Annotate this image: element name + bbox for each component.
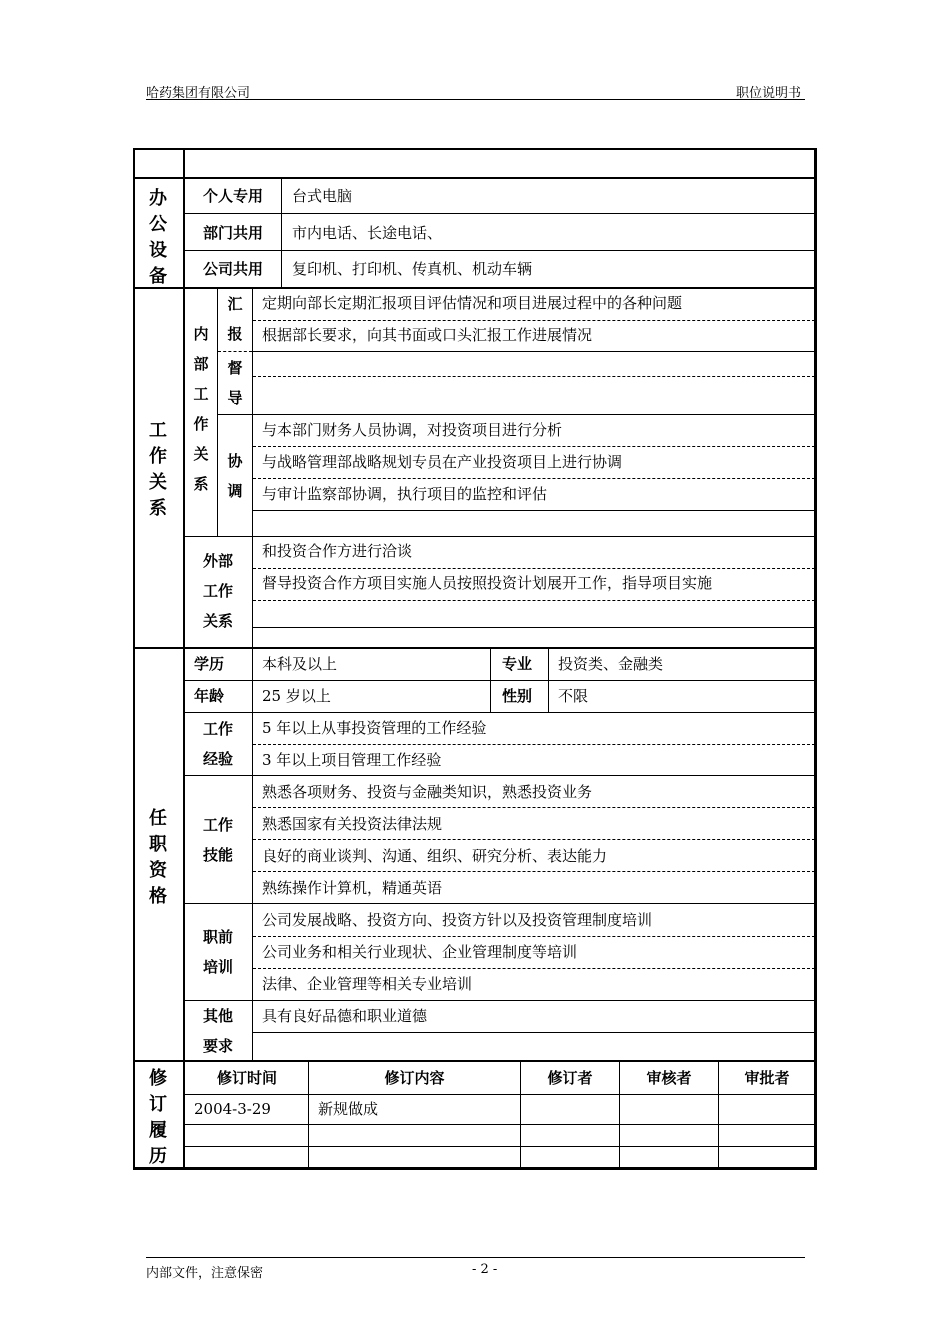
divider [185,536,815,537]
divider [185,1000,815,1001]
coordinate-label: 协调 [227,452,243,500]
revision-date: 2004-3-29 [194,1100,271,1118]
page-number: - 2 - [472,1262,498,1277]
divider [253,320,815,321]
coordinate-item: 与战略管理部战略规划专员在产业投资项目上进行协调 [262,453,623,471]
experience-item: 5 年以上从事投资管理的工作经验 [262,719,487,737]
external-relations-label: 外部 工作 关系 [203,552,234,630]
divider [281,179,282,287]
divider [253,627,815,628]
revision-header: 审批者 [744,1069,790,1087]
divider [218,414,815,415]
experience-item: 3 年以上项目管理工作经验 [262,751,442,769]
major-label: 专业 [502,655,533,673]
divider [185,775,815,776]
other-item: 具有良好品德和职业道德 [262,1007,428,1025]
divider [253,1032,815,1033]
revision-header: 修订者 [547,1069,593,1087]
office-label: 公司共用 [202,260,263,278]
divider [253,871,815,872]
divider [133,1060,817,1062]
report-label: 汇报 [227,295,243,343]
divider [133,177,817,179]
divider [185,903,815,904]
training-item: 公司业务和相关行业现状、企业管理制度等培训 [262,943,578,961]
header-rule [146,99,805,100]
footer-rule [146,1257,805,1258]
experience-label: 工作 经验 [203,720,234,768]
age-value: 25 岁以上 [262,687,331,705]
section-office-equipment: 办公设备 [149,188,167,287]
divider [253,351,815,352]
skill-item: 良好的商业谈判、沟通、组织、研究分析、表达能力 [262,847,608,865]
education-label: 学历 [194,655,225,673]
other-label: 其他 要求 [203,1007,234,1055]
divider [253,968,815,969]
divider [183,148,185,1170]
office-value: 复印机、打印机、传真机、机动车辆 [292,260,533,278]
office-value: 台式电脑 [292,187,353,205]
skill-item: 熟练操作计算机，精通英语 [262,879,443,897]
divider [253,807,815,808]
divider [253,446,815,447]
divider [185,712,815,713]
external-item: 督导投资合作方项目实施人员按照投资计划展开工作，指导项目实施 [262,574,713,592]
revision-header: 审核者 [646,1069,692,1087]
divider [252,649,253,1060]
skill-item: 熟悉国家有关投资法律法规 [262,815,443,833]
revision-header: 修订时间 [216,1069,277,1087]
divider [217,289,218,536]
divider [253,839,815,840]
coordinate-item: 与本部门财务人员协调，对投资项目进行分析 [262,421,563,439]
divider [252,289,253,647]
footer-note: 内部文件，注意保密 [146,1266,264,1281]
section-qualifications: 任职资格 [149,808,167,907]
header-company: 哈药集团有限公司 [146,86,251,101]
age-label: 年龄 [194,687,225,705]
training-item: 法律、企业管理等相关专业培训 [262,975,473,993]
header-doc-type: 职位说明书 [736,86,802,101]
skill-item: 熟悉各项财务、投资与金融类知识，熟悉投资业务 [262,783,593,801]
education-value: 本科及以上 [262,655,338,673]
skills-label: 工作 技能 [203,816,234,864]
divider [253,936,815,937]
section-work-relations: 工作关系 [149,420,167,519]
divider [253,600,815,601]
revision-content: 新规做成 [318,1100,379,1118]
divider [185,1146,815,1147]
report-item: 根据部长要求，向其书面或口头汇报工作进展情况 [262,326,593,344]
divider [253,568,815,569]
office-value: 市内电话、长途电话、 [292,224,443,242]
section-revision: 修订履历 [149,1068,167,1167]
revision-header: 修订内容 [384,1069,445,1087]
divider [185,1124,815,1125]
divider [185,680,815,681]
external-item: 和投资合作方进行洽谈 [262,542,413,560]
internal-relations-label: 内部工作关系 [193,325,209,493]
training-label: 职前 培训 [203,928,234,976]
report-item: 定期向部长定期汇报项目评估情况和项目进展过程中的各种问题 [262,294,683,312]
office-label: 部门共用 [202,224,263,242]
divider [185,250,815,251]
divider [133,647,817,649]
gender-label: 性别 [502,687,533,705]
divider [253,376,815,377]
divider [185,1094,815,1095]
supervise-label: 督导 [227,359,243,407]
coordinate-item: 与审计监察部协调，执行项目的监控和评估 [262,485,548,503]
gender-value: 不限 [558,687,589,705]
training-item: 公司发展战略、投资方向、投资方针以及投资管理制度培训 [262,911,653,929]
office-label: 个人专用 [202,187,263,205]
divider [253,510,815,511]
major-value: 投资类、金融类 [558,655,664,673]
divider [185,213,815,214]
divider [253,478,815,479]
divider [218,351,252,352]
divider [253,744,815,745]
